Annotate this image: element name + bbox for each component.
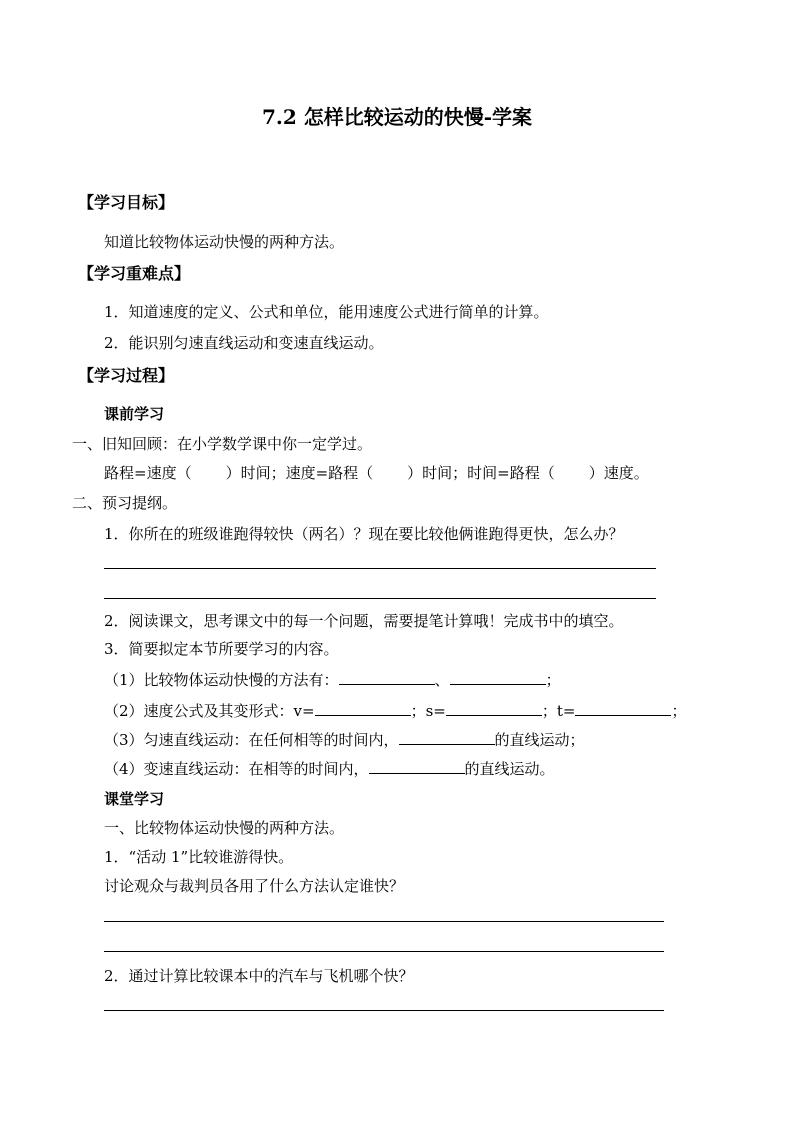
formula-part-2: ）时间；速度=路程（: [225, 464, 374, 482]
objectives-heading: 【学习目标】: [78, 193, 175, 212]
outline-item-3: 3．简要拟定本节所要学习的内容。: [104, 640, 339, 658]
sub-item-1: [104, 670, 561, 690]
outline-label: 二、预习提纲。: [72, 494, 178, 512]
sub-item-3-suffix: 的直线运动；: [494, 731, 585, 749]
process-heading: 【学习过程】: [78, 366, 175, 385]
page-title: 7.2 怎样比较运动的快慢-学案: [261, 105, 533, 129]
sub-item-1-text: （1）比较物体运动快慢的方法有：: [104, 671, 339, 689]
keypoint-item-2: 2．能识别匀速直线运动和变速直线运动。: [104, 334, 384, 352]
t-blank[interactable]: [575, 701, 671, 716]
keypoints-heading: 【学习重难点】: [78, 264, 191, 283]
formula-part-3: ）时间；时间=路程（: [407, 464, 555, 482]
formula-line: [104, 463, 649, 483]
fill-blank[interactable]: [369, 759, 465, 774]
fill-blank[interactable]: [339, 670, 435, 685]
class-part-1: 一、比较物体运动快慢的两种方法。: [104, 819, 345, 837]
sub-item-2: [104, 701, 687, 721]
class-study-heading: 课堂学习: [104, 790, 165, 808]
sub-item-3-text: （3）匀速直线运动：在任何相等的时间内，: [104, 731, 399, 749]
s-label: ；s=: [410, 702, 446, 720]
keypoint-item-1: 1．知道速度的定义、公式和单位，能用速度公式进行简单的计算。: [104, 303, 549, 321]
pre-study-heading: 课前学习: [104, 405, 165, 423]
sub-item-3: [104, 730, 585, 750]
answer-line[interactable]: [104, 921, 664, 922]
sub-item-4: [104, 759, 555, 779]
formula-part-1: 路程=速度（: [104, 464, 192, 482]
v-blank[interactable]: [315, 701, 411, 716]
answer-line[interactable]: [104, 598, 656, 599]
formula-part-4: ）速度。: [588, 464, 649, 482]
s-blank[interactable]: [446, 701, 542, 716]
answer-line[interactable]: [104, 951, 664, 952]
class-item-2: 2．通过计算比较课本中的汽车与飞机哪个快？: [104, 967, 414, 985]
objectives-text: 知道比较物体运动快慢的两种方法。: [104, 233, 345, 251]
sub-item-4-text: （4）变速直线运动：在相等的时间内，: [104, 760, 369, 778]
fill-blank[interactable]: [450, 670, 546, 685]
outline-item-2: 2．阅读课文，思考课文中的每一个问题，需要提笔计算哦！完成书中的填空。: [104, 612, 624, 630]
review-label: 一、旧知回顾：在小学数学课中你一定学过。: [72, 435, 373, 453]
outline-item-1: 1．你所在的班级谁跑得较快（两名）？现在要比较他俩谁跑得更快，怎么办？: [104, 525, 624, 543]
t-label: ；t=: [541, 702, 576, 720]
line-end: ；: [545, 671, 561, 689]
discussion-question: 讨论观众与裁判员各用了什么方法认定谁快？: [104, 877, 405, 895]
sub-item-4-suffix: 的直线运动。: [464, 760, 555, 778]
line-end: ；: [671, 702, 687, 720]
activity-1: 1．“活动 1”比较谁游得快。: [104, 848, 294, 866]
separator: 、: [434, 671, 450, 689]
answer-line[interactable]: [104, 568, 656, 569]
fill-blank[interactable]: [399, 730, 495, 745]
answer-line[interactable]: [104, 1010, 664, 1011]
sub-item-2-text: （2）速度公式及其变形式：v=: [104, 702, 315, 720]
